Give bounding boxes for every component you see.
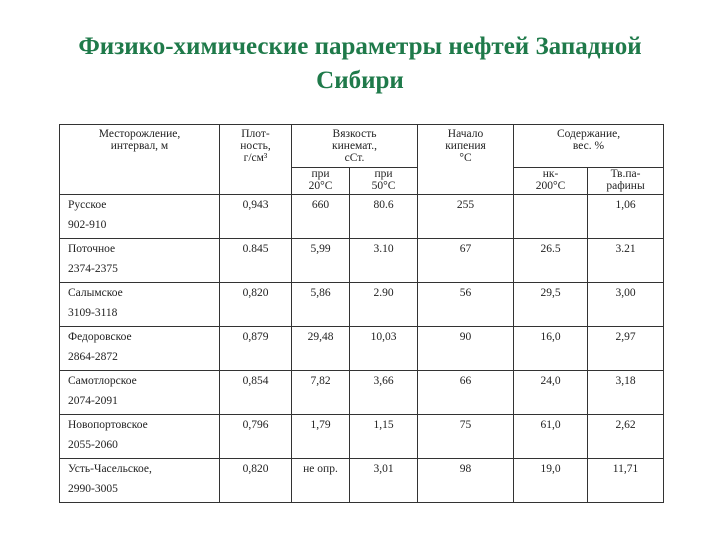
content-paraffin-cell: 1,06	[588, 195, 664, 239]
header-content-paraffin: Тв.па- рафины	[588, 168, 664, 195]
field-cell: Усть-Часельское, 2990-3005	[60, 459, 220, 503]
content-nk-cell: 19,0	[514, 459, 588, 503]
header-content: Содержание, вес. %	[514, 125, 664, 168]
table-row	[60, 371, 664, 415]
page-title-line-2: Сибири	[316, 67, 404, 94]
viscosity-20-cell: 7,82	[292, 371, 350, 415]
density-cell: 0,820	[220, 459, 292, 503]
header-density: Плот- ность, г/см³	[220, 125, 292, 195]
header-content-nk: нк- 200°С	[514, 168, 588, 195]
density-cell: 0.845	[220, 239, 292, 283]
viscosity-20-cell: 5,99	[292, 239, 350, 283]
content-nk-cell: 24,0	[514, 371, 588, 415]
density-cell: 0,943	[220, 195, 292, 239]
page-title	[0, 30, 720, 98]
viscosity-20-cell: не опр.	[292, 459, 350, 503]
viscosity-50-cell: 80.6	[350, 195, 418, 239]
viscosity-20-cell: 660	[292, 195, 350, 239]
field-cell: Новопортовское 2055-2060	[60, 415, 220, 459]
boiling-cell: 98	[418, 459, 514, 503]
boiling-cell: 90	[418, 327, 514, 371]
header-viscosity: Вязкость кинемат., сСт.	[292, 125, 418, 168]
viscosity-50-cell: 3,66	[350, 371, 418, 415]
header-viscosity-20: при 20°С	[292, 168, 350, 195]
content-nk-cell: 29,5	[514, 283, 588, 327]
table-row	[60, 327, 664, 371]
content-paraffin-cell: 3,00	[588, 283, 664, 327]
boiling-cell: 66	[418, 371, 514, 415]
viscosity-20-cell: 29,48	[292, 327, 350, 371]
content-paraffin-cell: 2,62	[588, 415, 664, 459]
content-paraffin-cell: 3,18	[588, 371, 664, 415]
table-header-row	[60, 125, 664, 168]
field-cell: Русское 902-910	[60, 195, 220, 239]
table-row	[60, 239, 664, 283]
boiling-cell: 75	[418, 415, 514, 459]
content-nk-cell: 26.5	[514, 239, 588, 283]
content-paraffin-cell: 3.21	[588, 239, 664, 283]
boiling-cell: 255	[418, 195, 514, 239]
viscosity-50-cell: 2.90	[350, 283, 418, 327]
field-cell: Федоровское 2864-2872	[60, 327, 220, 371]
content-paraffin-cell: 2,97	[588, 327, 664, 371]
viscosity-50-cell: 1,15	[350, 415, 418, 459]
table-row	[60, 459, 664, 503]
table-row	[60, 283, 664, 327]
boiling-cell: 67	[418, 239, 514, 283]
viscosity-50-cell: 3.10	[350, 239, 418, 283]
content-paraffin-cell: 11,71	[588, 459, 664, 503]
content-nk-cell	[514, 195, 588, 239]
content-nk-cell: 16,0	[514, 327, 588, 371]
viscosity-20-cell: 5,86	[292, 283, 350, 327]
field-cell: Салымское 3109-3118	[60, 283, 220, 327]
header-field-interval: Месторожление, интервал, м	[60, 125, 220, 195]
boiling-cell: 56	[418, 283, 514, 327]
table-row	[60, 415, 664, 459]
table-row	[60, 195, 664, 239]
header-viscosity-50: при 50°С	[350, 168, 418, 195]
viscosity-50-cell: 10,03	[350, 327, 418, 371]
content-nk-cell: 61,0	[514, 415, 588, 459]
density-cell: 0,879	[220, 327, 292, 371]
field-cell: Самотлорское 2074-2091	[60, 371, 220, 415]
oil-parameters-table	[59, 124, 664, 503]
density-cell: 0,796	[220, 415, 292, 459]
density-cell: 0,854	[220, 371, 292, 415]
field-cell: Поточное 2374-2375	[60, 239, 220, 283]
viscosity-20-cell: 1,79	[292, 415, 350, 459]
density-cell: 0,820	[220, 283, 292, 327]
viscosity-50-cell: 3,01	[350, 459, 418, 503]
header-boiling-start: Начало кипения °С	[418, 125, 514, 195]
page-title-line-1: Физико-химические параметры нефтей Западной	[78, 33, 642, 60]
